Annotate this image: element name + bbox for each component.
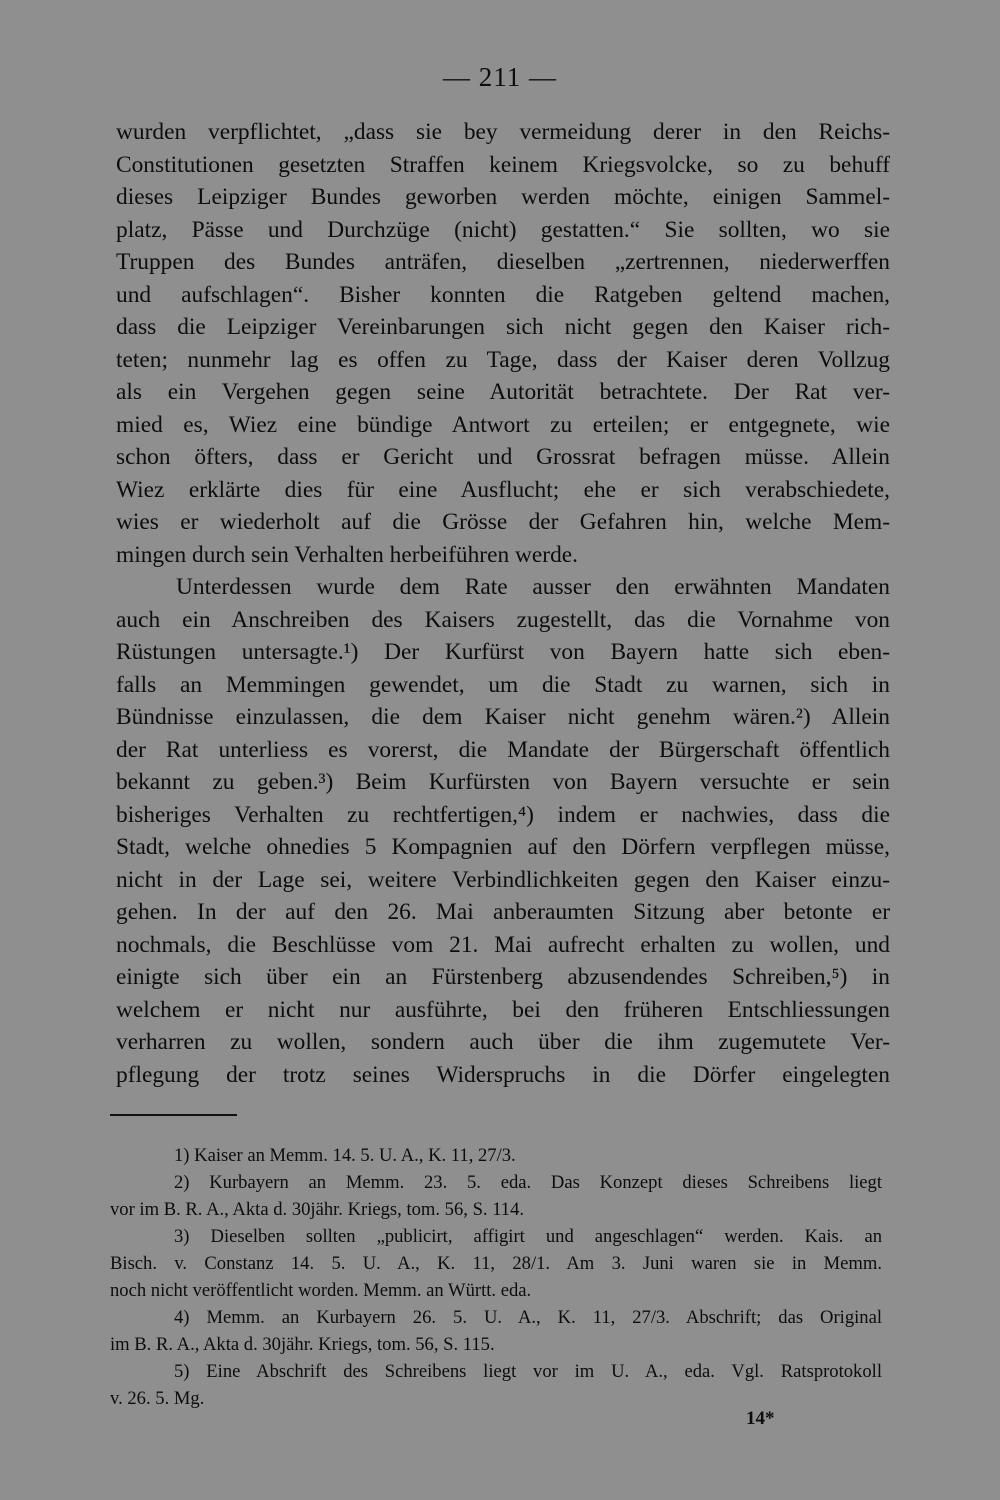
text-line: gehen. In der auf den 26. Mai anberaumten Sitzung aber betonte er	[116, 899, 890, 925]
text-line: verharren zu wollen, sondern auch über die ihm zugemutete Ver-	[116, 1029, 890, 1055]
text-line: teten; nunmehr lag es offen zu Tage, dass der Kaiser deren Vollzug	[116, 346, 890, 373]
text-line: als ein Vergehen gegen seine Autorität betrachtete. Der Rat ver-	[116, 379, 890, 405]
footnote-line: im B. R. A., Akta d. 30jähr. Kriegs, tom. 56, S. 115.	[110, 1334, 495, 1355]
page-number: — 211 —	[443, 62, 557, 92]
footnotes	[110, 1142, 882, 1412]
footnote-line: 4) Memm. an Kurbayern 26. 5. U. A., K. 11, 27/3. Abschrift; das Original	[174, 1307, 882, 1328]
text-line: wurden verpflichtet, „dass sie bey vermeidung derer in den Reichs-	[116, 119, 890, 145]
text-line: platz, Pässe und Durchzüge (nicht) gestatten.“ Sie sollten, wo sie	[116, 216, 890, 243]
footnote-line: noch nicht veröffentlicht worden. Memm. an Württ. eda.	[110, 1280, 532, 1301]
text-line: nochmals, die Beschlüsse vom 21. Mai aufrecht erhalten zu wollen, und	[116, 931, 890, 958]
text-line: Stadt, welche ohnedies 5 Kompagnien auf den Dörfern verpflegen müsse,	[116, 834, 890, 860]
footnote-line: 5) Eine Abschrift des Schreibens liegt vor im U. A., eda. Vgl. Ratsprotokoll	[174, 1361, 882, 1382]
footnote-line: vor im B. R. A., Akta d. 30jähr. Kriegs, tom. 56, S. 114.	[110, 1199, 525, 1220]
footnote-line: 1) Kaiser an Memm. 14. 5. U. A., K. 11, 27/3.	[174, 1145, 516, 1166]
footnote-line: 2) Kurbayern an Memm. 23. 5. eda. Das Konzept dieses Schreibens liegt	[174, 1172, 882, 1193]
text-line: schon öfters, dass er Gericht und Grossrat befragen müsse. Allein	[116, 444, 890, 470]
text-line: dass die Leipziger Vereinbarungen sich nicht gegen den Kaiser rich-	[116, 314, 890, 340]
text-line: und aufschlagen“. Bisher konnten die Ratgeben geltend machen,	[116, 281, 890, 308]
text-line: bisheriges Verhalten zu rechtfertigen,⁴) indem er nachwies, dass die	[116, 801, 890, 828]
text-line: Truppen des Bundes anträfen, dieselben „zertrennen, niederwerffen	[116, 249, 890, 275]
signature-mark: 14*	[746, 1408, 775, 1429]
text-line: Bündnisse einzulassen, die dem Kaiser nicht genehm wären.²) Allein	[116, 704, 890, 730]
text-line: einigte sich über ein an Fürstenberg abzusendendes Schreiben,⁵) in	[116, 964, 890, 990]
body-text	[116, 116, 890, 1091]
footnote-line: Bisch. v. Constanz 14. 5. U. A., K. 11, 28/1. Am 3. Juni waren sie in Memm.	[110, 1253, 882, 1274]
text-line: wies er wiederholt auf die Grösse der Gefahren hin, welche Mem-	[116, 509, 890, 535]
text-line: Constitutionen gesetzten Straffen keinem Kriegsvolcke, so zu behuff	[116, 151, 890, 178]
text-line: Wiez erklärte dies für eine Ausflucht; ehe er sich verabschiedete,	[116, 476, 890, 503]
text-line: falls an Memmingen gewendet, um die Stadt zu warnen, sich in	[116, 671, 890, 698]
text-line: welchem er nicht nur ausführte, bei den früheren Entschliessungen	[116, 996, 890, 1023]
footnote-separator	[110, 1114, 237, 1116]
footnote-line: v. 26. 5. Mg.	[110, 1388, 205, 1409]
text-line: dieses Leipziger Bundes geworben werden möchte, einigen Sammel-	[116, 184, 890, 210]
text-line: nicht in der Lage sei, weitere Verbindlichkeiten gegen den Kaiser einzu-	[116, 866, 890, 893]
text-line: auch ein Anschreiben des Kaisers zugestellt, das die Vornahme von	[116, 606, 890, 633]
text-line: der Rat unterliess es vorerst, die Mandate der Bürgerschaft öffentlich	[116, 736, 890, 763]
text-line: mingen durch sein Verhalten herbeiführen werde.	[116, 541, 579, 568]
footnote-line: 3) Dieselben sollten „publicirt, affigirt und angeschlagen“ werden. Kais. an	[174, 1226, 882, 1247]
text-line: bekannt zu geben.³) Beim Kurfürsten von Bayern versuchte er sein	[116, 769, 890, 795]
text-line: Rüstungen untersagte.¹) Der Kurfürst von Bayern hatte sich eben-	[116, 639, 890, 665]
text-line: Unterdessen wurde dem Rate ausser den erwähnten Mandaten	[176, 574, 890, 600]
text-line: mied es, Wiez eine bündige Antwort zu erteilen; er entgegnete, wie	[116, 411, 890, 438]
text-line: pflegung der trotz seines Widerspruchs in die Dörfer eingelegten	[116, 1061, 890, 1088]
